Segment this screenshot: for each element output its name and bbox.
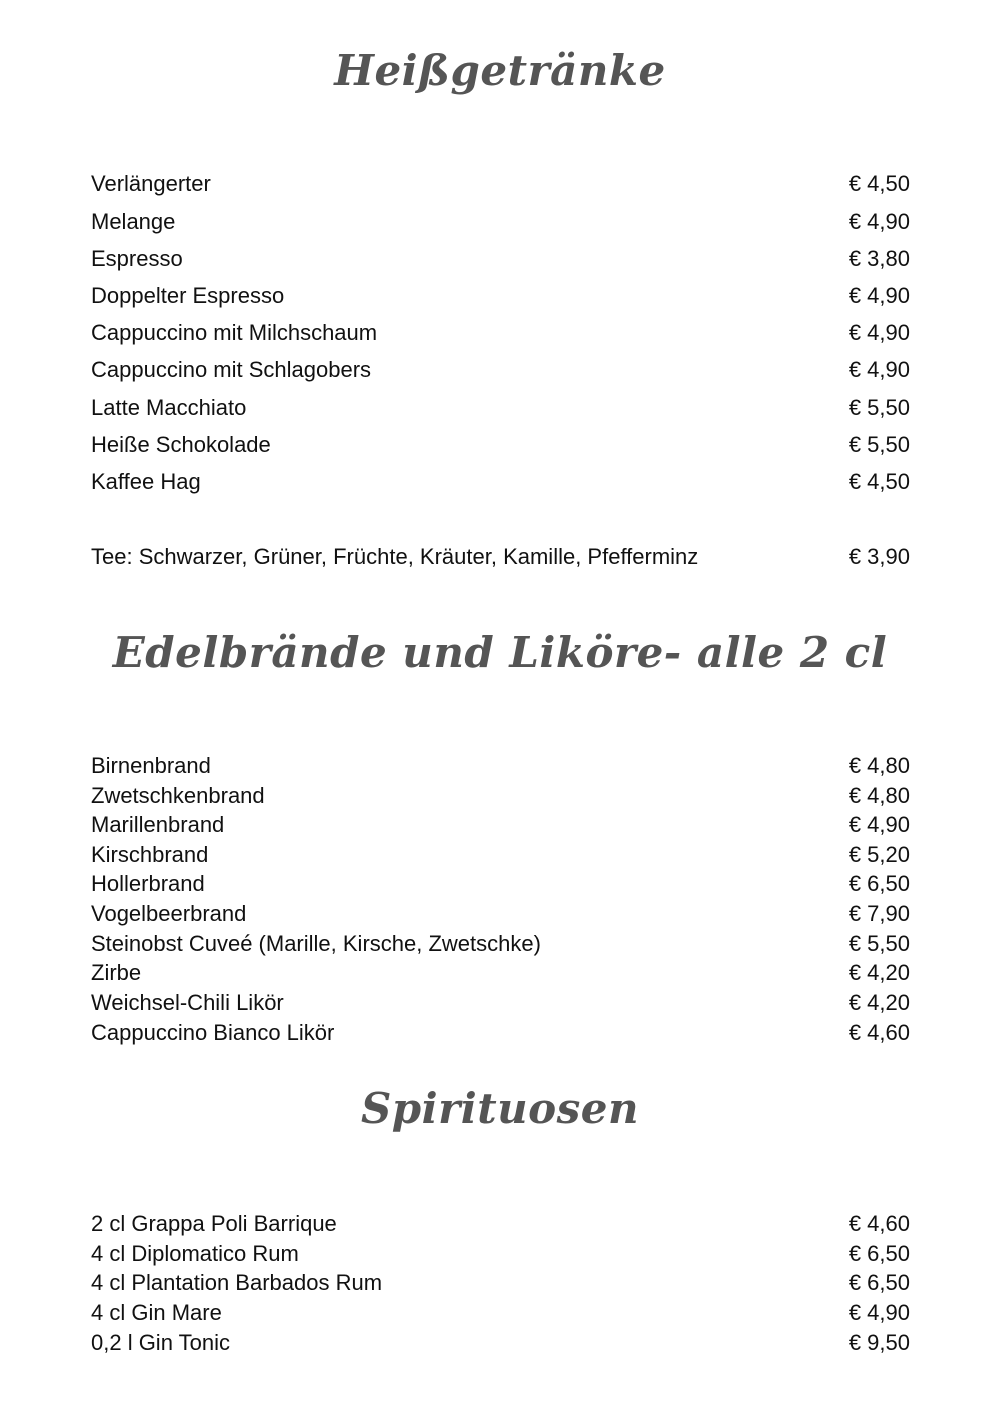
item-name: Latte Macchiato: [91, 395, 247, 420]
item-name: Espresso: [91, 246, 183, 271]
item-price: € 4,20: [848, 960, 910, 985]
menu-item: [91, 869, 910, 899]
item-name: Cappuccino mit Milchschaum: [91, 320, 378, 345]
item-name: Zwetschkenbrand: [91, 783, 265, 808]
item-name: Vogelbeerbrand: [91, 901, 247, 926]
item-name: Kirschbrand: [91, 842, 209, 867]
menu-item: [91, 1298, 910, 1328]
item-name: Zirbe: [91, 960, 142, 985]
item-name: Cappuccino mit Schlagobers: [91, 357, 372, 382]
item-name: Verlängerter: [91, 171, 211, 196]
menu-item: [91, 1239, 910, 1269]
item-price: € 4,90: [848, 357, 910, 382]
menu-item: [91, 355, 910, 385]
section-title-brandies-liqueurs: Edelbrände und Liköre- alle 2 cl: [112, 628, 888, 677]
item-name: Heiße Schokolade: [91, 432, 271, 457]
item-price: € 6,50: [848, 871, 910, 896]
menu-item: [91, 781, 910, 811]
item-price: € 6,50: [848, 1270, 910, 1295]
menu-item: [91, 169, 910, 199]
menu-item: [91, 1018, 910, 1048]
item-name: Hollerbrand: [91, 871, 205, 896]
menu-item: [91, 1268, 910, 1298]
item-price: € 4,20: [848, 990, 910, 1015]
menu-item: [91, 1328, 910, 1358]
menu-item: [91, 244, 910, 274]
item-price: € 5,50: [848, 432, 910, 457]
item-price: € 4,90: [848, 209, 910, 234]
item-price: € 4,90: [848, 812, 910, 837]
item-name: Birnenbrand: [91, 753, 211, 778]
item-name: Tee: Schwarzer, Grüner, Früchte, Kräuter, Kamille, Pfefferminz: [91, 544, 699, 569]
menu-item: [91, 840, 910, 870]
item-name: 4 cl Diplomatico Rum: [91, 1241, 299, 1266]
menu-item: [91, 899, 910, 929]
item-price: € 9,50: [848, 1330, 910, 1355]
menu-item: [91, 393, 910, 423]
menu-item: [91, 751, 910, 781]
item-name: 4 cl Gin Mare: [91, 1300, 222, 1325]
item-price: € 4,50: [848, 469, 910, 494]
item-price: € 4,80: [848, 783, 910, 808]
item-price: € 4,60: [848, 1020, 910, 1045]
item-name: 4 cl Plantation Barbados Rum: [91, 1270, 383, 1295]
item-price: € 3,80: [848, 246, 910, 271]
section-title-hot-drinks: Heißgetränke: [334, 46, 666, 95]
item-price: € 4,90: [848, 1300, 910, 1325]
menu-item: [91, 988, 910, 1018]
item-name: Cappuccino Bianco Likör: [91, 1020, 335, 1045]
menu-item: [91, 958, 910, 988]
menu-item: [91, 430, 910, 460]
menu-item: [91, 929, 910, 959]
item-name: Doppelter Espresso: [91, 283, 285, 308]
item-name: Weichsel-Chili Likör: [91, 990, 284, 1015]
item-name: 0,2 l Gin Tonic: [91, 1330, 231, 1355]
item-name: Steinobst Cuveé (Marille, Kirsche, Zwetschke): [91, 931, 541, 956]
item-name: 2 cl Grappa Poli Barrique: [91, 1211, 337, 1236]
item-price: € 4,90: [848, 283, 910, 308]
menu-item-tea: [91, 542, 910, 572]
section-title-spirits: Spirituosen: [360, 1084, 640, 1133]
menu-item: [91, 318, 910, 348]
item-price: € 4,60: [848, 1211, 910, 1236]
item-name: Melange: [91, 209, 176, 234]
item-price: € 4,90: [848, 320, 910, 345]
item-name: Marillenbrand: [91, 812, 225, 837]
menu-item: [91, 207, 910, 237]
item-price: € 5,50: [848, 395, 910, 420]
item-price: € 5,50: [848, 931, 910, 956]
menu-item: [91, 1209, 910, 1239]
item-price: € 4,80: [848, 753, 910, 778]
item-price: € 5,20: [848, 842, 910, 867]
item-name: Kaffee Hag: [91, 469, 201, 494]
menu-item: [91, 281, 910, 311]
item-price: € 3,90: [848, 544, 910, 569]
menu-item: [91, 467, 910, 497]
item-price: € 7,90: [848, 901, 910, 926]
item-price: € 6,50: [848, 1241, 910, 1266]
item-price: € 4,50: [848, 171, 910, 196]
menu-item: [91, 810, 910, 840]
